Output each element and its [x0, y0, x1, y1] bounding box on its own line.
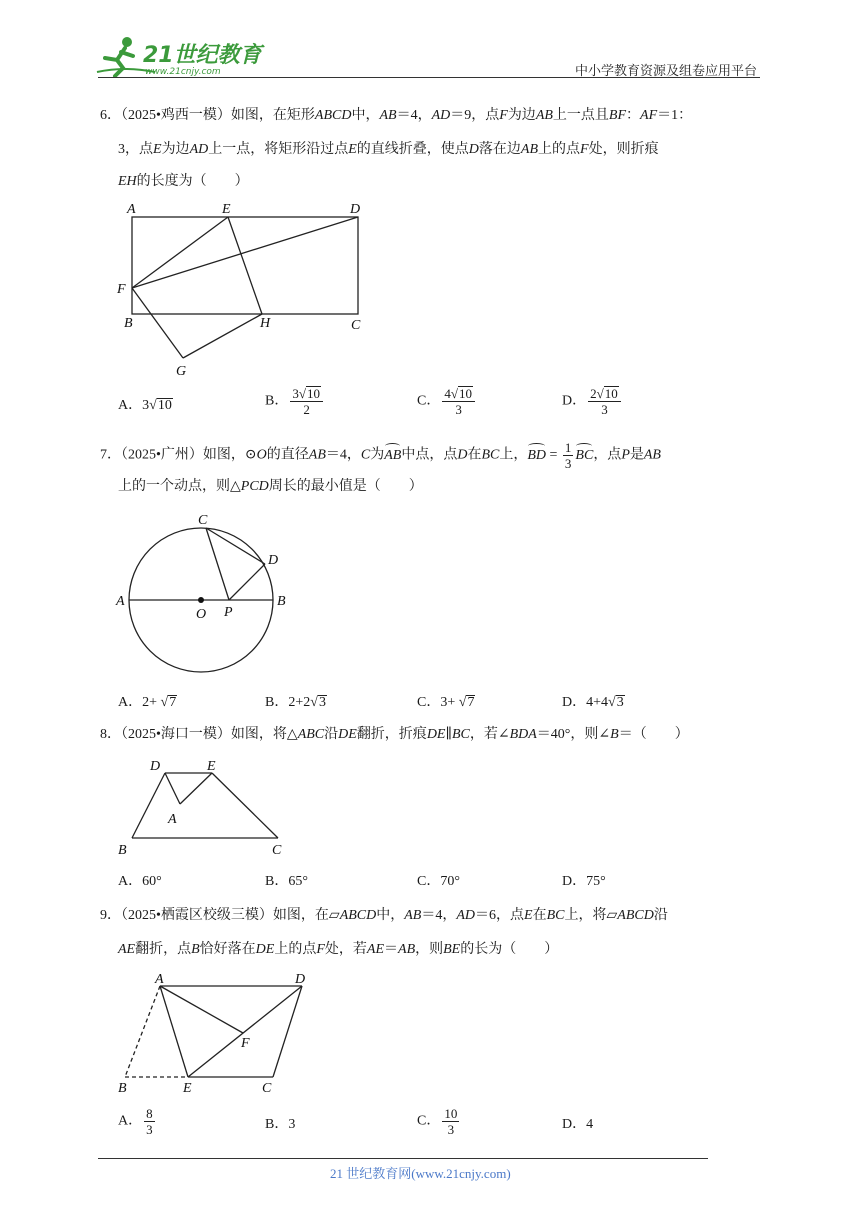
q9-label-c: C — [262, 1081, 272, 1096]
q6-segment-eh — [228, 217, 262, 314]
q9-label-b: B — [118, 1081, 127, 1096]
q7-label-b: B — [277, 594, 286, 609]
q6-label-c: C — [351, 318, 361, 333]
q6-segment-fd — [132, 217, 358, 288]
q6-option-c[interactable]: C． $\frac{4√10}{3}$ — [417, 386, 477, 417]
q6-line-3: EH的长度为（ ） — [118, 174, 249, 189]
q6-label-f: F — [117, 282, 126, 297]
q6-option-b[interactable]: B． $\frac{3√10}{2}$ — [265, 386, 325, 417]
q6-figure — [110, 195, 380, 380]
q6-label-e: E — [222, 202, 231, 217]
q6-option-d[interactable]: D． $\frac{2√10}{3}$ — [562, 386, 623, 417]
q9-option-b[interactable]: B．3 — [265, 1117, 296, 1132]
q7-option-b[interactable]: B．2+2√3 — [265, 695, 326, 710]
q6-segment-fg — [132, 288, 183, 358]
q8-label-b: B — [118, 843, 127, 858]
q9-label-a: A — [155, 972, 164, 987]
q7-center-point — [198, 597, 204, 603]
q6-segment-gh — [183, 314, 262, 358]
q9-line-1: 9．（2025•栖霞区校级三模）如图，在▱ABCD中，AB＝4，AD＝6，点E在BC上，将▱ABCD沿 — [100, 908, 668, 923]
q8-label-a: A — [168, 812, 177, 827]
q8-line-1: 8．（2025•海口一模）如图，将△ABC沿DE翻折，折痕DE∥BC，若∠BDA＝40°，则∠B＝（ ） — [100, 727, 689, 742]
q9-line-2: AE翻折，点B恰好落在DE上的点F处，若AE＝AB，则BE的长为（ ） — [118, 942, 559, 957]
q7-label-o: O — [196, 607, 207, 622]
q6-option-a[interactable]: A．3√10 — [118, 398, 172, 413]
q8-segment-ec — [212, 773, 278, 838]
q9-figure — [110, 965, 320, 1100]
q9-segment-cd — [273, 986, 302, 1077]
q6-label-d: D — [350, 202, 361, 217]
footer-link[interactable]: 21 世纪教育网(www.21cnjy.com) — [330, 1166, 511, 1181]
q9-segment-ab-dashed — [125, 986, 160, 1077]
q7-label-d: D — [268, 553, 279, 568]
q8-label-c: C — [272, 843, 282, 858]
q7-label-p: P — [224, 605, 233, 620]
q6-segment-fe — [132, 217, 228, 288]
q9-label-d: D — [295, 972, 306, 987]
q7-segment-pd — [229, 564, 265, 600]
q9-segment-ed — [188, 986, 302, 1077]
q7-option-d[interactable]: D．4+4√3 — [562, 695, 624, 710]
platform-name: 中小学教育资源及组卷应用平台 — [575, 64, 758, 79]
q6-line-2: 3，点E为边AD上一点，将矩形沿过点E的直线折叠，使点D落在边AB上的点F处，则折痕 — [118, 142, 659, 157]
logo-runner-icon — [95, 34, 265, 78]
header-divider — [98, 77, 760, 78]
footer-divider — [98, 1158, 708, 1159]
q8-figure — [110, 752, 300, 862]
q9-label-e: E — [183, 1081, 192, 1096]
q8-option-c[interactable]: C．70° — [417, 874, 460, 889]
q8-label-e: E — [207, 759, 216, 774]
q6-label-g: G — [176, 364, 187, 379]
q8-label-d: D — [150, 759, 161, 774]
q9-option-c[interactable]: C． $\frac{10}{3}$ — [417, 1106, 458, 1137]
svg-text:21世纪教育: 21世纪教育 — [143, 43, 262, 68]
q7-figure — [110, 508, 300, 678]
q8-segment-da — [165, 773, 180, 804]
q6-label-h: H — [260, 316, 271, 331]
q7-chord-cd — [206, 528, 265, 564]
q6-label-a: A — [127, 202, 136, 217]
q6-label-b: B — [124, 316, 133, 331]
q7-line-2: 上的一个动点，则△PCD周长的最小值是（ ） — [118, 479, 423, 494]
q7-option-c[interactable]: C．3+ √7 — [417, 695, 475, 710]
q6-line-1: 6．（2025•鸡西一模）如图，在矩形ABCD中，AB＝4，AD＝9，点F为边AB上一点且BF：AF＝1： — [100, 108, 693, 123]
logo — [95, 34, 265, 78]
q8-option-b[interactable]: B．65° — [265, 874, 308, 889]
q7-label-a: A — [116, 594, 125, 609]
q9-label-f: F — [241, 1036, 250, 1051]
q9-option-d[interactable]: D．4 — [562, 1117, 594, 1132]
svg-text:www.21cnjy.com: www.21cnjy.com — [145, 67, 221, 77]
q7-label-c: C — [198, 513, 208, 528]
q8-segment-db — [132, 773, 165, 838]
q7-line-1: 7．（2025•广州）如图，⊙O的直径AB＝4，C为AB中点，点D在BC上，BD = $\frac{1}{3}$ BC，点P是AB — [100, 440, 661, 471]
q9-option-a[interactable]: A． $\frac{8}{3}$ — [118, 1106, 153, 1137]
q8-segment-ae — [180, 773, 212, 804]
q7-segment-cp — [206, 528, 229, 600]
q7-option-a[interactable]: A．2+ √7 — [118, 695, 177, 710]
q8-option-d[interactable]: D．75° — [562, 874, 606, 889]
q8-option-a[interactable]: A．60° — [118, 874, 162, 889]
